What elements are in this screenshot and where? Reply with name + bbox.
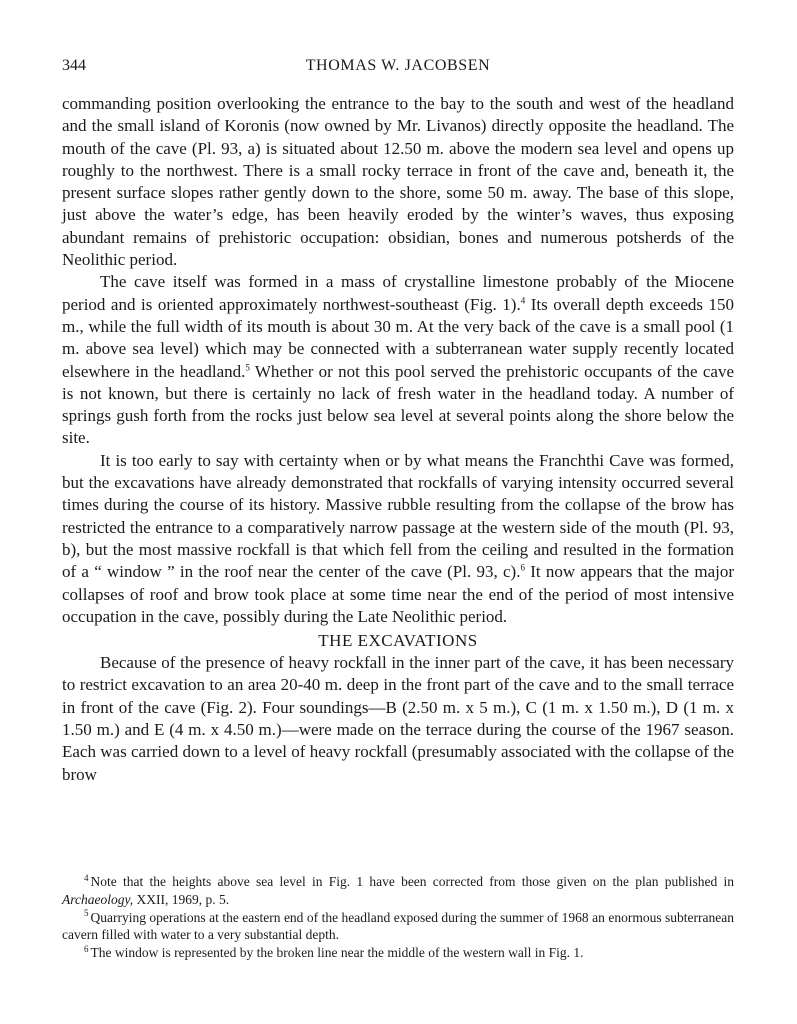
footnote-6	[62, 944, 734, 962]
page-header	[62, 57, 734, 79]
footnote-ref-6: 6	[520, 562, 525, 573]
footnote-text: Quarrying operations at the eastern end of the headland exposed during the summer of 1968 an enormous subterranean cavern filled with water to a very substantial depth.	[62, 909, 734, 943]
footnote-ref-5: 5	[245, 361, 250, 372]
paragraph-1: commanding position overlooking the entrance to the bay to the south and west of the headland and the small island of Koronis (now owned by Mr. Livanos) directly opposite the headland. The mouth of the cave (Pl. 93, a) is situated about 12.50 m. above the modern sea level and opens up roughly to the northwest. There is a small rocky terrace in front of the cave and, beneath it, the present surface slopes rather gently down to the shore, some 50 m. away. The base of this slope, just above the water’s edge, has been heavily eroded by the winter’s waves, thus exposing abundant remains of prehistoric occupation: obsidian, bones and numerous potsherds of the Neolithic period.	[62, 94, 734, 270]
footnotes	[62, 873, 734, 962]
paragraph-2-text-c: Whether or not this pool served the prehistoric occupants of the cave is not known, but there is certainly no lack of fresh water in the headland today. A number of springs gush forth from the rocks just below sea level at several points along the shore below the site.	[62, 361, 735, 448]
page-number: 344	[62, 57, 86, 74]
footnote-ref-4: 4	[520, 295, 526, 306]
body-text	[62, 93, 734, 786]
section-heading: THE EXCAVATIONS	[318, 631, 478, 651]
paragraph-3-text-b: It now appears that the major collapses of roof and brow took place at some time near the end of the period of most intensive occupation in the cave, possibly during the Late Neolithic period.	[62, 562, 734, 626]
footnote-mark: 5	[84, 908, 89, 919]
footnote-journal-title: Archaeology,	[62, 891, 134, 907]
footnote-4	[62, 873, 734, 909]
paragraph-3	[62, 450, 734, 628]
footnote-text: Note that the heights above sea level in Fig. 1 have been corrected from those given on the plan published in	[90, 874, 734, 889]
footnote-mark: 6	[84, 943, 89, 954]
footnote-mark: 4	[84, 872, 89, 883]
paragraph-3-text-a: It is too early to say with certainty when or by what means the Franchthi Cave was formed, but the excavations have already demonstrated that rockfalls of varying intensity occurred several times during the course of its history. Massive rubble resulting from the collapse of the brow has restricted the entrance to a comparatively narrow passage at the western side of the mouth (Pl. 93, b), but the most massive rockfall is that which fell from the ceiling and resulted in the formation of a “ window ” in the roof near the center of the cave (Pl. 93, c).	[62, 450, 734, 582]
running-head: THOMAS W. JACOBSEN	[305, 57, 491, 74]
paragraph-2-text-a: The cave itself was formed in a mass of crystalline limestone probably of the Miocene period and is oriented approximately northwest-southeast (Fig. 1).	[62, 272, 734, 314]
paragraph-2-text-b: Its overall depth exceeds 150 m., while the full width of its mouth is about 30 m. At the very back of the cave is a small pool (1 m. above sea level) which may be connected with a subterranean water supply recently located elsewhere in the headland.	[62, 294, 735, 381]
paragraph-4: Because of the presence of heavy rockfall in the inner part of the cave, it has been necessary to restrict excavation to an area 20-40 m. deep in the front part of the cave and to the small terrace in front of the cave (Fig. 2). Four soundings—B (2.50 m. x 5 m.), C (1 m. x 1.50 m.), D (1 m. x 1.50 m.) and E (4 m. x 4.50 m.)—were made on the terrace during the course of the 1967 season. Each was carried down to a level of heavy rockfall (presumably associated with the collapse of the brow	[62, 653, 734, 784]
footnote-text: The window is represented by the broken line near the middle of the western wall in Fig. 1.	[90, 945, 584, 961]
footnote-text: XXII, 1969, p. 5.	[133, 891, 230, 907]
paragraph-2	[62, 271, 734, 449]
footnote-5	[62, 909, 734, 945]
